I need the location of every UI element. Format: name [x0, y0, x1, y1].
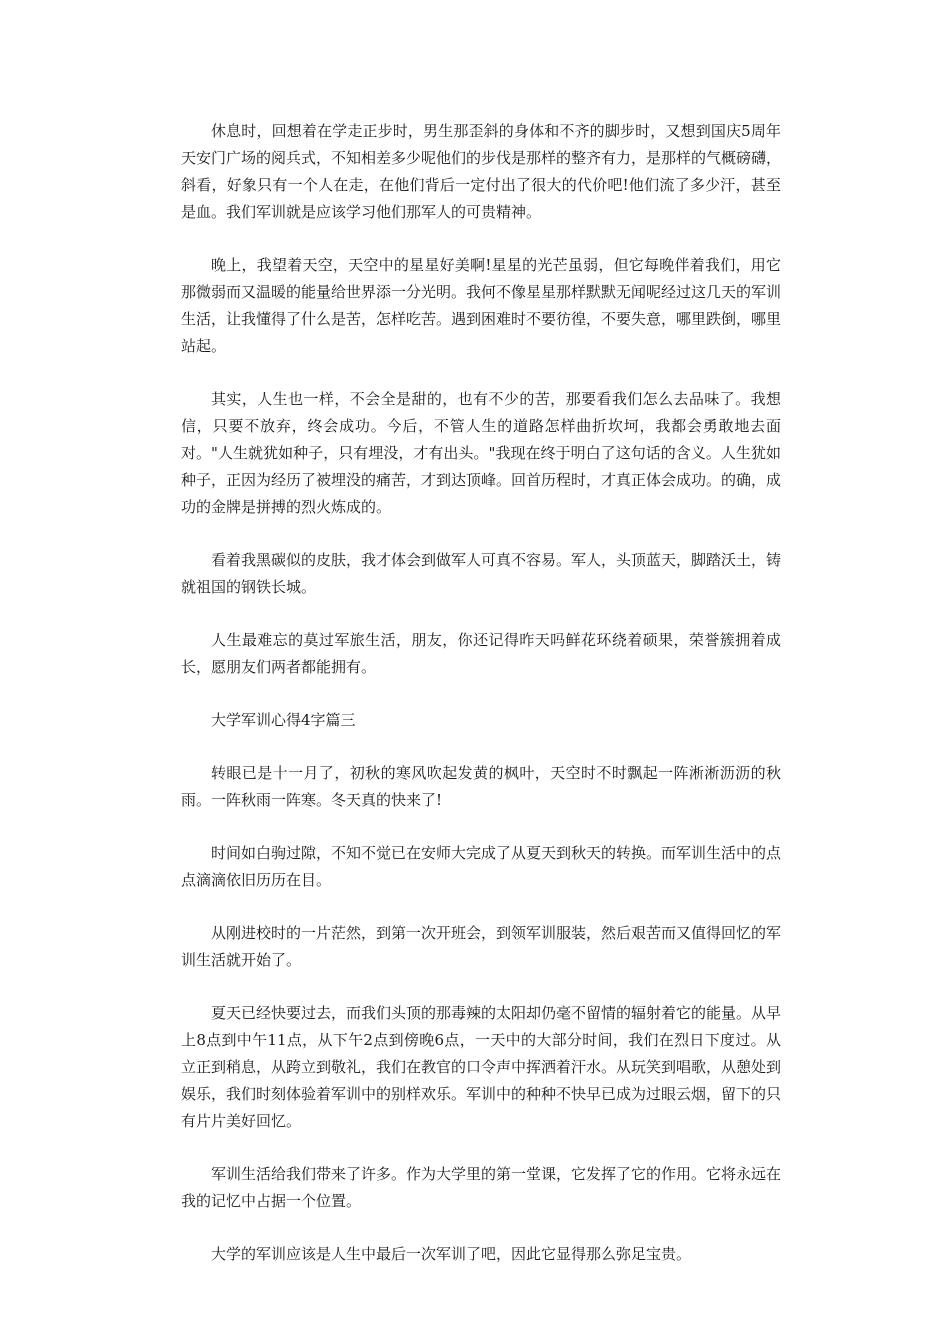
paragraph-night-stars: 晚上，我望着天空，天空中的星星好美啊!星星的光芒虽弱，但它每晚伴着我们，用它那微弱而又温暖的能量给世界添一分光明。我何不像星星那样默默无闻呢经过这几天的军训生活，让我懂得了什么是苦，怎样吃苦。遇到困难时不要彷徨，不要失意，哪里跌倒，哪里站起。 — [181, 256, 782, 355]
paragraph-dark-skin: 看着我黑碳似的皮肤，我才体会到做军人可真不容易。军人，头顶蓝天，脚踏沃土，铸就祖国的钢铁长城。 — [181, 551, 782, 596]
paragraph-last-training: 大学的军训应该是人生中最后一次军训了吧，因此它显得那么弥足宝贵。 — [211, 1245, 692, 1263]
paragraph-summer-sun: 夏天已经快要过去，而我们头顶的那毒辣的太阳却仍毫不留情的辐射着它的能量。从早上8点到中午11点，从下午2点到傍晚6点，一天中的大部分时间，我们在烈日下度过。从立正到稍息，从跨立到敬礼，我们在教官的口令声中挥洒着汗水。从玩笑到唱歌，从憩处到娱乐，我们时刻体验着军训中的别样欢乐。军训中的种种不快早已成为过眼云烟，留下的只有片片美好回忆。 — [181, 1004, 782, 1130]
paragraph-time-flies: 时间如白驹过隙，不知不觉已在安师大完成了从夏天到秋天的转换。而军训生活中的点点滴滴依旧历历在目。 — [181, 844, 782, 889]
paragraph-military-life: 人生最难忘的莫过军旅生活，朋友，你还记得昨天吗鲜花环绕着硕果，荣誉簇拥着成长，愿朋友们两者都能拥有。 — [181, 631, 781, 676]
paragraph-life-seed: 其实，人生也一样，不会全是甜的，也有不少的苦，那要看我们怎么去品味了。我想信，只要不放弃，终会成功。今后，不管人生的道路怎样曲折坎坷，我都会勇敢地去面对。"人生就犹如种子，只有埋没，才有出头。"我现在终于明白了这句话的含义。人生犹如种子，正因为经历了被埋没的痛苦，才到达顶峰。回首历程时，才真正体会成功。的确，成功的金牌是拼搏的烈火炼成的。 — [181, 390, 782, 516]
paragraph-rest-reflection: 休息时，回想着在学走正步时，男生那歪斜的身体和不齐的脚步时，又想到国庆5周年天安门广场的阅兵式，不知相差多少呢他们的步伐是那样的整齐有力，是那样的气概磅礴，斜看，好象只有一个人在走，在他们背后一定付出了很大的代价吧!他们流了多少汗，甚至是血。我们军训就是应该学习他们那军人的可贵精神。 — [181, 122, 782, 221]
paragraph-november: 转眼已是十一月了，初秋的寒风吹起发黄的枫叶，天空时不时飘起一阵淅淅沥沥的秋雨。一阵秋雨一阵寒。冬天真的快来了! — [181, 764, 781, 809]
section-heading: 大学军训心得4字篇三 — [211, 711, 356, 729]
paragraph-first-lesson: 军训生活给我们带来了许多。作为大学里的第一堂课，它发挥了它的作用。它将永远在我的记忆中占据一个位置。 — [181, 1165, 782, 1210]
document-page — [181, 118, 781, 1294]
paragraph-start: 从刚进校时的一片茫然，到第一次开班会，到领军训服装，然后艰苦而又值得回忆的军训生活就开始了。 — [181, 924, 782, 969]
